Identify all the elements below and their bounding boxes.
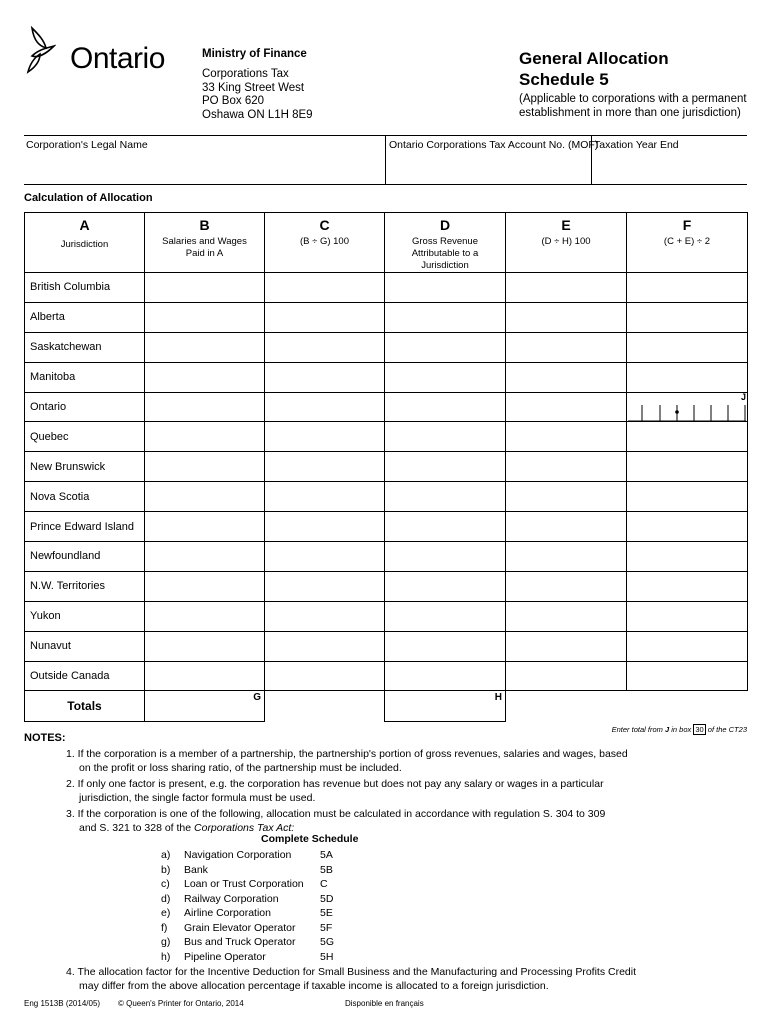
copyright: © Queen's Printer for Ontario, 2014 [118, 999, 244, 1008]
allocation-field[interactable] [627, 542, 748, 572]
schedule-name: Railway Corporation [184, 892, 279, 905]
note-3-line: and S. 321 to 328 of the [79, 822, 192, 834]
revenue-percent-field[interactable] [506, 601, 627, 631]
jurisdiction-row [25, 362, 748, 392]
jurisdiction-row [25, 332, 748, 362]
revenue-field[interactable] [385, 512, 506, 542]
jurisdiction-name: Newfoundland [25, 542, 145, 572]
revenue-field[interactable] [385, 482, 506, 512]
revenue-percent-field[interactable] [506, 452, 627, 482]
allocation-field[interactable] [627, 452, 748, 482]
allocation-field[interactable] [627, 631, 748, 661]
total-revenue-field[interactable] [385, 691, 506, 722]
complete-schedule-heading: Complete Schedule [261, 833, 359, 845]
column-description: (B ÷ G) 100 [299, 236, 350, 247]
column-letter: C [319, 217, 330, 233]
schedule-key: b) [161, 863, 171, 876]
note-j: J [664, 725, 670, 734]
column-header-d [385, 213, 506, 273]
jurisdiction-name: British Columbia [25, 273, 145, 303]
jurisdiction-row [25, 452, 748, 482]
account-number-label: Ontario Corporations Tax Account No. (MOF) [389, 139, 599, 151]
year-end-label: Taxation Year End [594, 139, 679, 151]
note-text: in box [671, 725, 692, 734]
column-header-a [25, 213, 145, 273]
jurisdiction-name: N.W. Territories [25, 571, 145, 601]
box-number: 30 [695, 725, 704, 734]
schedule-key: e) [161, 907, 171, 919]
revenue-field[interactable] [385, 302, 506, 332]
schedule-item [161, 863, 350, 878]
column-description: (C + E) ÷ 2 [663, 236, 711, 247]
allocation-field[interactable] [627, 302, 748, 332]
trillium-logo-icon [24, 26, 56, 74]
schedule-key: c) [161, 878, 170, 890]
salaries-field[interactable] [145, 482, 265, 512]
column-letter: E [561, 217, 571, 233]
totals-label: Totals [25, 691, 145, 722]
logo-wordmark: Ontario [70, 42, 165, 75]
schedule-code: 5E [320, 907, 333, 919]
salary-percent-field[interactable] [265, 452, 385, 482]
schedule-name: Navigation Corporation [184, 849, 292, 861]
revenue-percent-field[interactable] [506, 422, 627, 452]
note-3-line: 3. If the corporation is one of the following, allocation must be calculated in accordance with regulation S. 304 to 309 [66, 808, 606, 820]
revenue-percent-field[interactable] [506, 273, 627, 303]
jurisdiction-row [25, 273, 748, 303]
schedule-name: Airline Corporation [184, 907, 271, 919]
column-letter: B [199, 217, 210, 233]
note-text: Enter total from [611, 725, 663, 734]
column-header-row [25, 213, 748, 273]
column-description: Jurisdiction [60, 239, 109, 250]
form-number: Eng 1513B (2014/05) [24, 999, 101, 1008]
column-letter: A [79, 217, 90, 233]
schedule-key: h) [161, 950, 171, 963]
revenue-percent-field[interactable] [506, 362, 627, 392]
salaries-field[interactable] [145, 362, 265, 392]
salary-percent-field[interactable] [265, 332, 385, 362]
jurisdiction-row [25, 571, 748, 601]
jurisdiction-name: Outside Canada [25, 661, 145, 691]
notes-heading: NOTES: [24, 732, 66, 744]
schedule-code: 5B [320, 863, 333, 876]
salary-percent-field[interactable] [265, 273, 385, 303]
schedule-name: Bus and Truck Operator [184, 936, 296, 948]
schedule-list [161, 848, 350, 964]
schedule-code: 5H [320, 950, 334, 963]
salary-percent-field[interactable] [265, 631, 385, 661]
form-subtitle: (Applicable to corporations with a permanent establishment in more than one jurisdiction) [519, 93, 747, 119]
column-description: (D ÷ H) 100 [541, 236, 591, 247]
schedule-item [161, 892, 350, 907]
enter-total-note [612, 725, 747, 734]
jurisdiction-name: Yukon [25, 601, 145, 631]
jurisdiction-name: Saskatchewan [25, 332, 145, 362]
revenue-percent-field[interactable] [506, 542, 627, 572]
blank-cell [506, 691, 627, 722]
schedule-code: C [320, 878, 328, 890]
jurisdiction-row [25, 601, 748, 631]
salary-percent-field[interactable] [265, 362, 385, 392]
schedule-code: 5G [320, 936, 335, 948]
schedule-item [161, 935, 350, 950]
note-text: of the CT23 [707, 725, 747, 734]
address-line: PO Box 620 [202, 95, 265, 107]
revenue-percent-field[interactable] [506, 512, 627, 542]
salary-percent-field[interactable] [265, 422, 385, 452]
revenue-field[interactable] [385, 601, 506, 631]
revenue-percent-field[interactable] [506, 661, 627, 691]
schedule-key: g) [161, 936, 171, 948]
schedule-key: d) [161, 892, 171, 905]
revenue-percent-field[interactable] [506, 332, 627, 362]
ontario-allocation-comb-box[interactable] [628, 399, 746, 423]
total-h-marker: H [494, 692, 502, 704]
column-description: Gross Revenue Attributable to a Jurisdiction [411, 236, 479, 271]
salary-percent-field[interactable] [265, 482, 385, 512]
year-end-field[interactable] [592, 152, 746, 182]
total-salaries-field[interactable] [145, 691, 265, 722]
salaries-field[interactable] [145, 392, 265, 422]
schedule-name: Grain Elevator Operator [184, 921, 296, 934]
form-title [519, 48, 669, 90]
jurisdiction-name: Prince Edward Island [25, 512, 145, 542]
account-number-field[interactable] [386, 152, 590, 182]
revenue-field[interactable] [385, 542, 506, 572]
column-header-c [265, 213, 385, 273]
schedule-item [161, 877, 350, 892]
column-letter: D [439, 217, 451, 233]
allocation-field[interactable] [627, 512, 748, 542]
salaries-field[interactable] [145, 601, 265, 631]
salaries-field[interactable] [145, 542, 265, 572]
salaries-field[interactable] [145, 273, 265, 303]
jurisdiction-name: Nunavut [25, 631, 145, 661]
note-1: 1. If the corporation is a member of a partnership, the partnership's portion of gross revenues, salaries and wages, based on the profit or loss sharing ratio, of the partnership must be included. [66, 748, 628, 774]
schedule-name: Bank [184, 863, 208, 876]
allocation-field[interactable] [627, 571, 748, 601]
salary-percent-field[interactable] [265, 661, 385, 691]
salaries-field[interactable] [145, 571, 265, 601]
jurisdiction-row [25, 482, 748, 512]
ministry-name: Ministry of Finance [202, 48, 307, 60]
legal-name-field[interactable] [24, 152, 384, 182]
revenue-percent-field[interactable] [506, 392, 627, 422]
column-header-e [506, 213, 627, 273]
address-line: Oshawa ON L1H 8E9 [202, 108, 313, 121]
allocation-field[interactable] [627, 601, 748, 631]
schedule-code: 5D [320, 892, 334, 905]
revenue-field[interactable] [385, 332, 506, 362]
section-title: Calculation of Allocation [24, 192, 153, 204]
note-2: 2. If only one factor is present, e.g. the corporation has revenue but does not pay any salary or wages in a particular jurisdiction, the single factor formula must be used. [66, 778, 604, 804]
note-3 [66, 807, 646, 835]
j-marker: J [741, 392, 747, 402]
address-line: Corporations Tax [202, 68, 289, 80]
revenue-percent-field[interactable] [506, 571, 627, 601]
salary-percent-field[interactable] [265, 512, 385, 542]
revenue-field[interactable] [385, 362, 506, 392]
jurisdiction-row [25, 512, 748, 542]
ministry-address [202, 68, 313, 122]
schedule-key: a) [161, 849, 171, 861]
allocation-field[interactable] [627, 661, 748, 691]
schedule-key: f) [161, 921, 168, 934]
total-g-marker: G [253, 692, 261, 704]
schedule-item [161, 848, 350, 863]
jurisdiction-row [25, 542, 748, 572]
salaries-field[interactable] [145, 452, 265, 482]
jurisdiction-name: Ontario [25, 392, 145, 422]
note-4: 4. The allocation factor for the Incentive Deduction for Small Business and the Manufacturing and Processing Profits Credit may differ from the above allocation percentage if taxable income is allocated to a foreign jurisdiction. [66, 966, 637, 992]
column-header-f [627, 213, 748, 273]
revenue-field[interactable] [385, 422, 506, 452]
schedule-item [161, 921, 350, 936]
act-name: Corporations Tax Act: [194, 822, 295, 834]
revenue-percent-field[interactable] [506, 302, 627, 332]
jurisdiction-name: New Brunswick [25, 452, 145, 482]
allocation-field[interactable] [627, 332, 748, 362]
schedule-code: 5A [320, 849, 333, 861]
french-availability: Disponible en français [345, 999, 424, 1008]
allocation-field[interactable] [627, 422, 748, 452]
salaries-field[interactable] [145, 332, 265, 362]
column-letter: F [682, 217, 692, 233]
jurisdiction-name: Quebec [25, 422, 145, 452]
revenue-percent-field[interactable] [506, 631, 627, 661]
salary-percent-field[interactable] [265, 302, 385, 332]
salary-percent-field[interactable] [265, 392, 385, 422]
column-header-b [145, 213, 265, 273]
schedule-name: Pipeline Operator [184, 950, 266, 963]
allocation-table [24, 212, 748, 722]
jurisdiction-name: Nova Scotia [25, 482, 145, 512]
revenue-field[interactable] [385, 273, 506, 303]
identification-section [24, 135, 747, 185]
salaries-field[interactable] [145, 302, 265, 332]
salary-percent-field[interactable] [265, 571, 385, 601]
salaries-field[interactable] [145, 631, 265, 661]
schedule-code: 5F [320, 921, 333, 934]
schedule-item [161, 906, 350, 921]
totals-row [25, 691, 748, 722]
revenue-field[interactable] [385, 661, 506, 691]
jurisdiction-name: Manitoba [25, 362, 145, 392]
jurisdiction-name: Alberta [25, 302, 145, 332]
schedule-name: Loan or Trust Corporation [184, 878, 304, 890]
revenue-field[interactable] [385, 452, 506, 482]
salary-percent-field[interactable] [265, 601, 385, 631]
salary-percent-field[interactable] [265, 542, 385, 572]
blank-cell [627, 691, 748, 722]
jurisdiction-row [25, 631, 748, 661]
schedule-item [161, 950, 350, 965]
revenue-field[interactable] [385, 631, 506, 661]
revenue-field[interactable] [385, 571, 506, 601]
title-line: General Allocation [519, 49, 669, 68]
blank-cell [265, 691, 385, 722]
address-line: 33 King Street West [202, 81, 305, 94]
jurisdiction-row [25, 661, 748, 691]
revenue-field[interactable] [385, 392, 506, 422]
title-line: Schedule 5 [519, 70, 609, 89]
allocation-field[interactable] [627, 362, 748, 392]
allocation-field[interactable] [627, 273, 748, 303]
jurisdiction-row [25, 302, 748, 332]
salaries-field[interactable] [145, 661, 265, 691]
salaries-field[interactable] [145, 422, 265, 452]
revenue-percent-field[interactable] [506, 482, 627, 512]
legal-name-label: Corporation's Legal Name [26, 139, 148, 151]
column-description: Salaries and Wages Paid in A [162, 236, 247, 259]
allocation-field[interactable] [627, 482, 748, 512]
jurisdiction-row [25, 422, 748, 452]
salaries-field[interactable] [145, 512, 265, 542]
